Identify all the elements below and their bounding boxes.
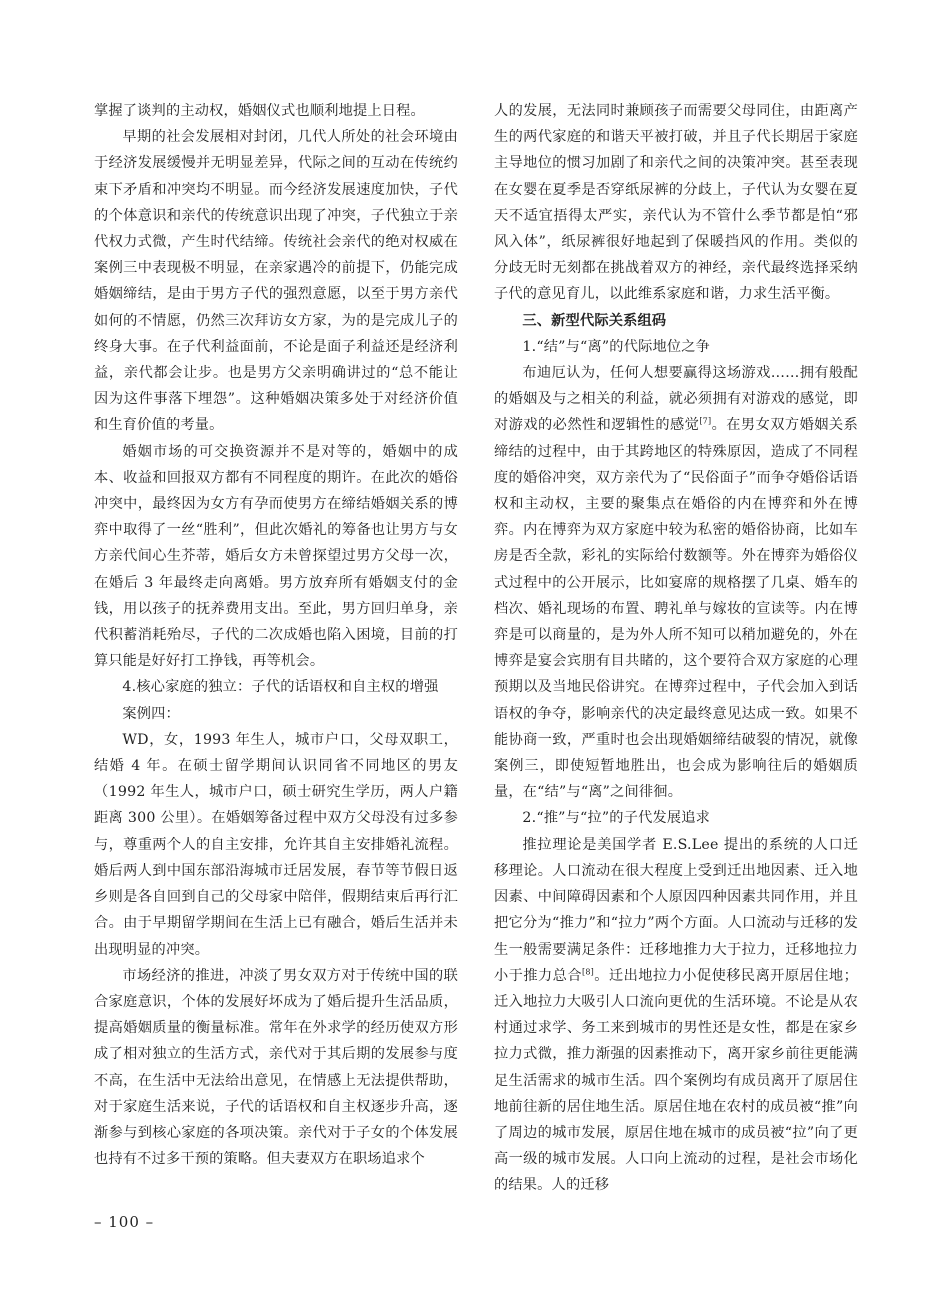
paragraph: 婚姻市场的可交换资源并不是对等的，婚姻中的成本、收益和回报双方都有不同程度的期许。在此次的婚俗冲突中，最终因为女方有孕而使男方在缔结婚姻关系的博弈中取得了一丝“胜利”，但此次婚礼的筹备也让男方与女方亲代间心生芥蒂，婚后女方未曾探望过男方父母一次，在婚后 3 年最终走向离婚。男方放弃所有婚姻支付的金钱，用以孩子的抚养费用支出。至此，男方回归单身，亲代积蓄消耗殆尽，子代的二次成婚也陷入困境，目前的打算只能是好好打工挣钱，再等机会。 bbox=[94, 443, 458, 670]
paragraph-text: 。迁出地拉力小促使移民离开原居住地；迁入地拉力大吸引人口流向更优的生活环境。不论是从农村通过求学、务工来到城市的男性还是女性，都是在家乡拉力式微，推力渐强的因素推动下，离开家乡前往更能满足生活需求的城市生活。四个案例均有成员离开了原居住地前往新的居住地生活。原居住地在农村的成员被“推”向了周边的城市发展，原居住地在城市的成员被“拉”向了更高一级的城市发展。人口向上流动的过程，是社会市场化的结果。人的迁移 bbox=[494, 967, 858, 1194]
case-label: 案例四： bbox=[122, 705, 180, 722]
paragraph: WD，女，1993 年生人，城市户口，父母双职工，结婚 4 年。在硕士留学期间认识同省不同地区的男友（1992 年生人，城市户口，硕士研究生学历，两人户籍距离 300 公里）。在婚姻筹备过程中双方父母没有过多参与，尊重两个人的自主安排，允许其自主安排婚礼流程。婚后两人到中国东部沿海城市迁居发展，春节等节假日返乡则是各自回到自己的父母家中陪伴，假期结束后再行汇合。由于早期留学期间在生活上已有融合，婚后生活并未出现明显的冲突。 bbox=[94, 731, 458, 958]
paragraph bbox=[494, 832, 858, 1199]
reference-marker: [7] bbox=[699, 416, 712, 426]
right-column bbox=[494, 98, 858, 1199]
paragraph: 掌握了谈判的主动权，婚姻仪式也顺利地提上日程。 bbox=[94, 103, 425, 119]
page-number: – 100 – bbox=[94, 1213, 155, 1231]
reference-marker: [8] bbox=[582, 966, 594, 976]
subheading: 2.“推”与“拉”的子代发展追求 bbox=[522, 810, 711, 827]
paragraph-text: 布迪厄认为，任何人想要赢得这场游戏……拥有般配的婚姻及与之相关的利益，就必须拥有对游戏的感觉，即对游戏的必然性和逻辑性的感觉 bbox=[494, 365, 858, 434]
left-column bbox=[94, 98, 458, 1172]
paragraph: 人的发展，无法同时兼顾孩子而需要父母同住，由距离产生的两代家庭的和谐天平被打破，并且子代长期居于家庭主导地位的惯习加剧了和亲代之间的决策冲突。甚至表现在女婴在夏季是否穿纸尿裤的分歧上，子代认为女婴在夏天不适宜捂得太严实，亲代认为不管什么季节都是怕“邪风入体”，纸尿裤很好地起到了保暖挡风的作用。类似的分歧无时无刻都在挑战着双方的神经，亲代最终选择采纳子代的意见育儿，以此维系家庭和谐，力求生活平衡。 bbox=[494, 103, 858, 303]
paragraph: 市场经济的推进，冲淡了男女双方对于传统中国的联合家庭意识，个体的发展好坏成为了婚后提升生活品质，提高婚姻质量的衡量标准。常年在外求学的经历使双方形成了相对独立的生活方式，亲代对于其后期的发展参与度不高，在生活中无法给出意见，在情感上无法提供帮助，对于家庭生活来说，子代的话语权和自主权逐步升高，逐渐参与到核心家庭的各项决策。亲代对于子女的个体发展也持有不过多干预的策略。但夫妻双方在职场追求个 bbox=[94, 967, 458, 1168]
paragraph-text: 。在男女双方婚姻关系缔结的过程中，由于其跨地区的特殊原因，造成了不同程度的婚俗冲突，双方亲代为了“民俗面子”而争夺婚俗话语权和主动权，主要的聚集点在婚俗的内在博弈和外在博弈。内在博弈为双方家庭中较为私密的婚俗协商，比如车房是否全款，彩礼的实际给付数额等。外在博弈为婚俗仪式过程中的公开展示，比如宴席的规格摆了几桌、婚车的档次、婚礼现场的布置、聘礼单与嫁妆的宣读等。内在博弈是可以商量的，是为外人所不知可以稍加避免的，外在博弈是宴会宾朋有目共睹的，这个要符合双方家庭的心理预期以及当地民俗讲究。在博弈过程中，子代会加入到话语权的争夺，影响亲代的决定最终意见达成一致。如果不能协商一致，严重时也会出现婚姻缔结破裂的情况，就像案例三，即使短暂地胜出，也会成为影响往后的婚姻质量，在“结”与“离”之间徘徊。 bbox=[494, 417, 858, 801]
subheading: 1.“结”与“离”的代际地位之争 bbox=[522, 338, 711, 355]
paragraph: 早期的社会发展相对封闭，几代人所处的社会环境由于经济发展缓慢并无明显差异，代际之间的互动在传统约束下矛盾和冲突均不明显。而今经济发展速度加快，子代的个体意识和亲代的传统意识出现了冲突，子代独立于亲代权力式微，产生时代结缔。传统社会亲代的绝对权威在案例三中表现极不明显，在亲家遇冷的前提下，仍能完成婚姻缔结，是由于男方子代的强烈意愿，以至于男方亲代如何的不情愿，仍然三次拜访女方家，为的是完成儿子的终身大事。在子代利益面前，不论是面子利益还是经济利益，亲代都会让步。也是男方父亲明确讲过的“总不能让因为这件事落下埋怨”。这种婚姻决策多处于对经济价值和生育价值的考量。 bbox=[94, 129, 458, 434]
section-heading: 三、新型代际关系组码 bbox=[522, 312, 667, 329]
subheading: 4.核心家庭的独立：子代的话语权和自主权的增强 bbox=[122, 679, 439, 696]
paragraph bbox=[494, 360, 858, 805]
paragraph-text: 推拉理论是美国学者 E.S.Lee 提出的系统的人口迁移理论。人口流动在很大程度上受到迁出地因素、迁入地因素、中间障碍因素和个人原因四种因素共同作用，并且把它分为“推力”和“拉力”两个方面。人口流动与迁移的发生一般需要满足条件：迁移地推力大于拉力，迁移地拉力小于推力总合 bbox=[494, 836, 858, 984]
